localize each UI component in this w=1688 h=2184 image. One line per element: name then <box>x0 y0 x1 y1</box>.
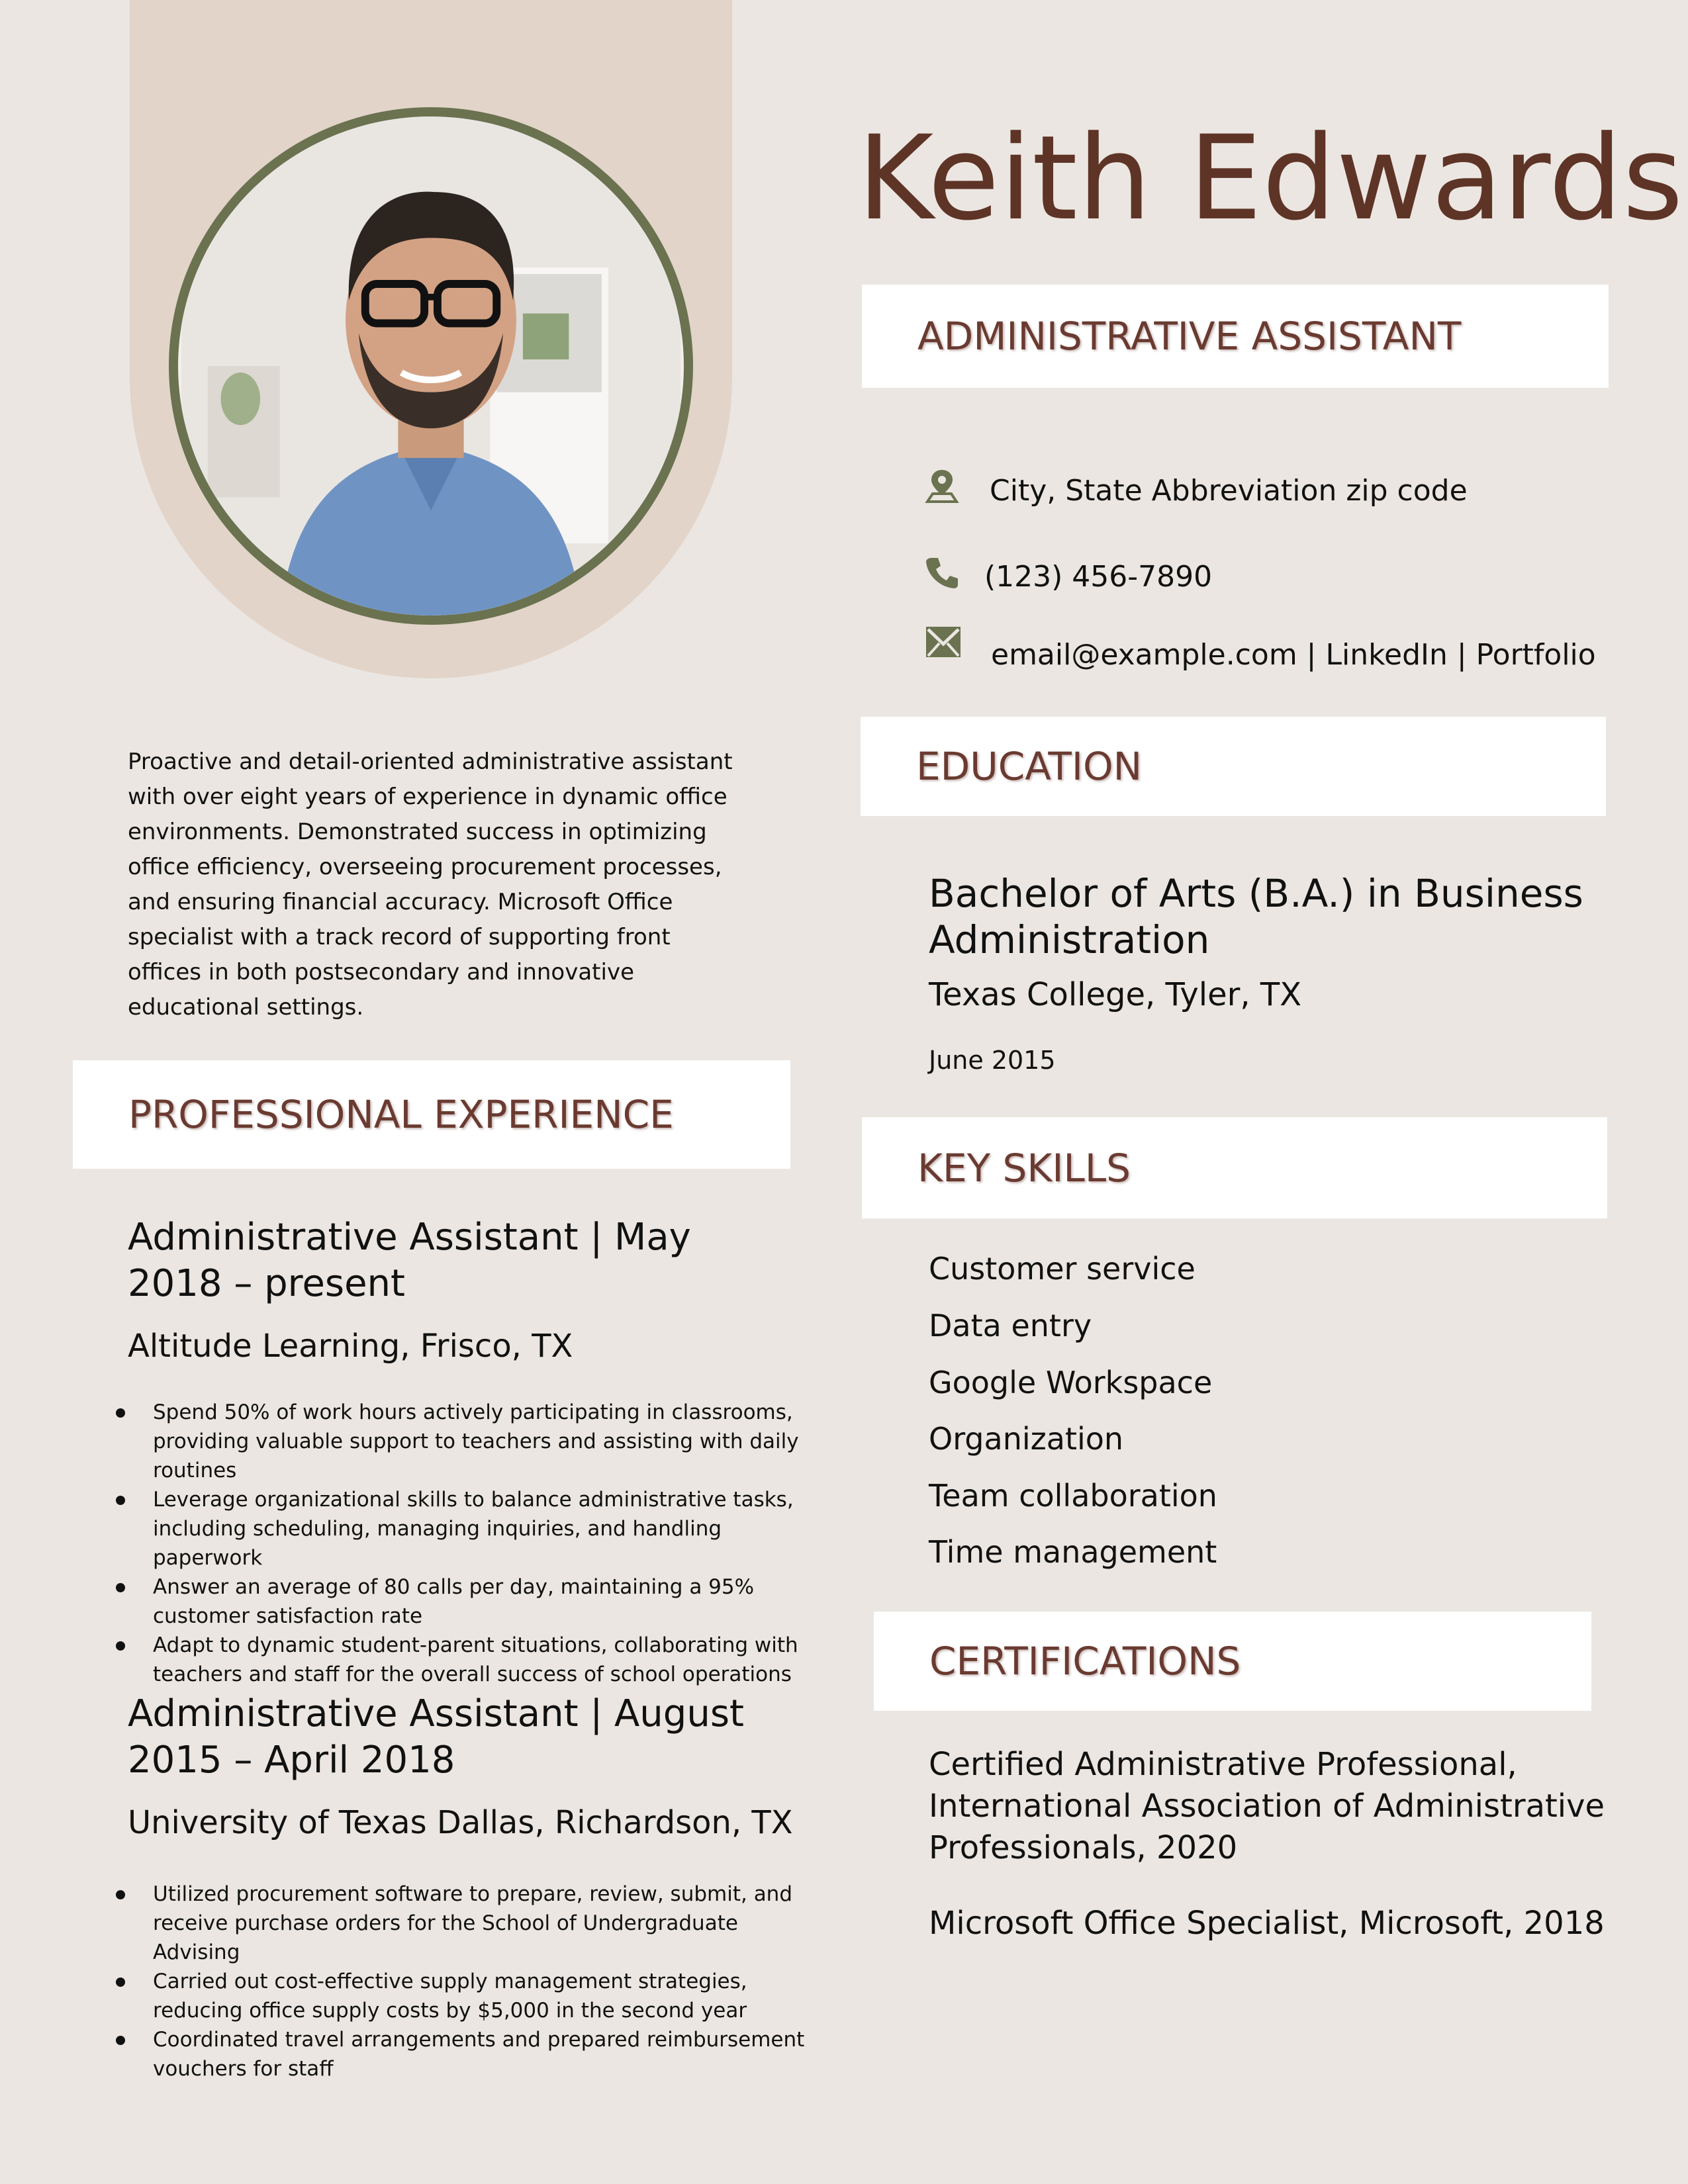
list-item: Utilized procurement software to prepare, review, submit, and receive purchase orders for the School of Undergraduate Advising <box>128 1880 816 1967</box>
contact-links: email@example.com | LinkedIn | Portfolio <box>991 638 1596 672</box>
profile-photo <box>169 107 693 625</box>
candidate-name: Keith Edwards <box>857 111 1683 246</box>
skill-item: Google Workspace <box>929 1365 1213 1400</box>
skill-item: Data entry <box>929 1308 1092 1343</box>
job-title-banner <box>862 285 1609 388</box>
experience-heading: PROFESSIONAL EXPERIENCE <box>128 1092 674 1137</box>
education-heading: EDUCATION <box>916 744 1143 789</box>
job-title-heading: ADMINISTRATIVE ASSISTANT <box>917 314 1462 359</box>
list-item: Leverage organizational skills to balance administrative tasks, including scheduling, managing inquiries, and handling paperwork <box>128 1485 816 1572</box>
job-company: University of Texas Dallas, Richardson, TX <box>128 1804 793 1841</box>
skill-item: Organization <box>929 1421 1124 1457</box>
list-item: Carried out cost-effective supply management strategies, reducing office supply costs by $5,000 in the second year <box>128 1967 816 2025</box>
skill-item: Team collaboration <box>929 1478 1217 1514</box>
contact-location: City, State Abbreviation zip code <box>990 474 1468 508</box>
education-school: Texas College, Tyler, TX <box>929 976 1302 1013</box>
skill-item: Time management <box>929 1534 1217 1570</box>
skills-heading: KEY SKILLS <box>917 1145 1131 1191</box>
job-bullets <box>128 1398 816 1689</box>
profile-photo-illustration <box>178 116 684 615</box>
certification-item: Microsoft Office Specialist, Microsoft, 2018 <box>929 1905 1605 1942</box>
list-item: Adapt to dynamic student-parent situations, collaborating with teachers and staff for the overall success of school operations <box>128 1631 816 1689</box>
education-degree: Bachelor of Arts (B.A.) in Business Administration <box>929 871 1583 962</box>
job-company: Altitude Learning, Frisco, TX <box>128 1328 573 1365</box>
skill-item: Customer service <box>929 1251 1196 1287</box>
certifications-heading: CERTIFICATIONS <box>929 1639 1241 1684</box>
certification-item: Certified Administrative Professional, International Association of Administrative Professionals, 2020 <box>929 1746 1605 1866</box>
phone-icon <box>923 554 961 591</box>
list-item: Coordinated travel arrangements and prepared reimbursement vouchers for staff <box>128 2025 816 2083</box>
envelope-icon <box>925 625 961 659</box>
professional-summary: Proactive and detail-oriented administrative assistant with over eight years of experience in dynamic office environments. Demonstrated success in optimizing office efficiency, overseeing procurement processes, and ensuring financial accuracy. Microsoft Office specialist with a track record of supporting front offices in both postsecondary and innovative educational settings. <box>128 749 733 1021</box>
experience-banner <box>73 1060 790 1169</box>
education-banner <box>861 717 1606 816</box>
skills-banner <box>862 1117 1607 1218</box>
education-date: June 2015 <box>929 1046 1056 1075</box>
job-title: Administrative Assistant | August 2015 – April 2018 <box>128 1692 744 1782</box>
list-item: Spend 50% of work hours actively participating in classrooms, providing valuable support to teachers and assisting with daily routines <box>128 1398 816 1485</box>
job-title: Administrative Assistant | May 2018 – present <box>128 1216 691 1305</box>
contact-phone: (123) 456-7890 <box>984 560 1213 594</box>
certifications-banner <box>874 1612 1591 1711</box>
job-bullets <box>128 1880 816 2083</box>
location-pin-icon <box>923 467 961 504</box>
list-item: Answer an average of 80 calls per day, maintaining a 95% customer satisfaction rate <box>128 1572 816 1631</box>
